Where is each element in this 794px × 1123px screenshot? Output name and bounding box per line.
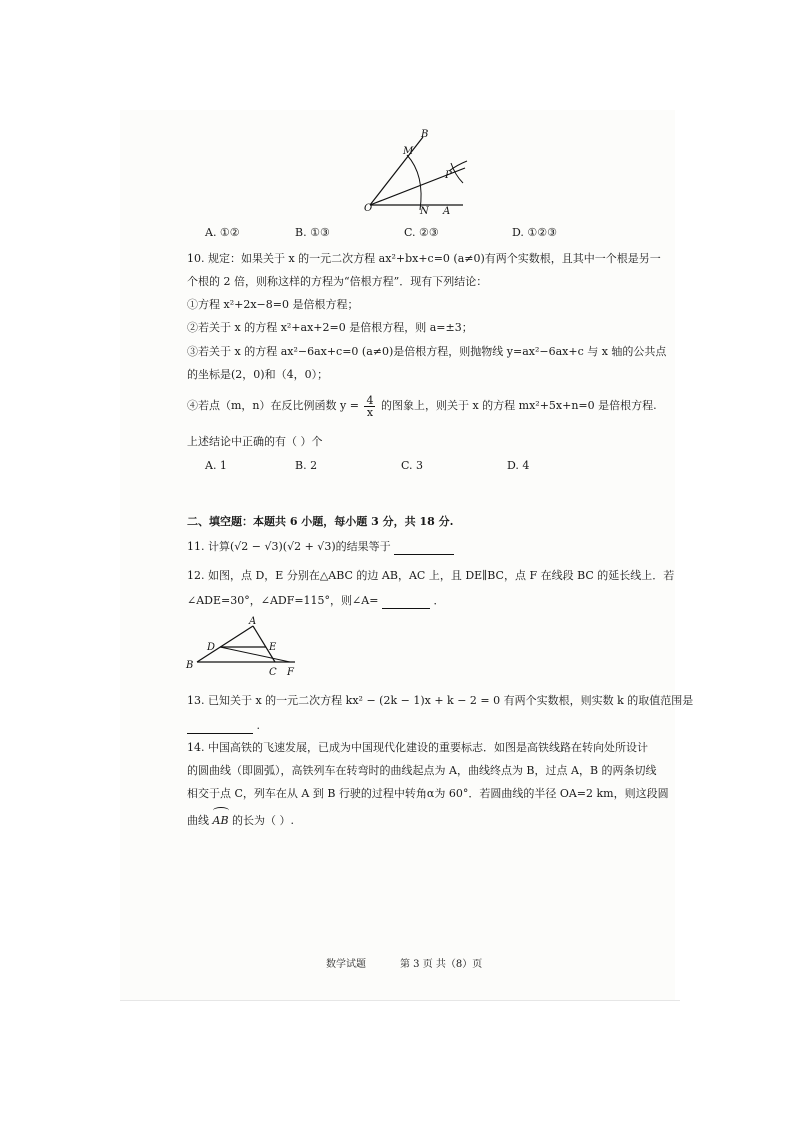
q12-triangle-figure: [183, 612, 303, 678]
q12-line2-end: ．: [433, 594, 445, 607]
q11-text: 11. 计算(√2 − √3)(√2 + √3)的结果等于: [187, 540, 391, 553]
arc-mn: [407, 155, 421, 210]
q10-statement-2: ②若关于 x 的方程 x²+ax+2=0 是倍根方程，则 a=±3；: [187, 321, 473, 334]
q10-option-b: B. 2: [295, 459, 318, 472]
q14-line2: 的圆曲线（即圆弧），高铁列车在转弯时的曲线起点为 A，曲线终点为 B，过点 A，B 的两条切线: [187, 764, 657, 777]
q13-line2: [187, 718, 260, 734]
q10-option-c: C. 3: [401, 459, 424, 472]
q14-line4: [187, 810, 294, 829]
label-p: P: [445, 170, 452, 181]
footer-page-number: 第 3 页 共（8）页: [400, 959, 483, 970]
q10-line2: 个根的 2 倍，则称这样的方程为“倍根方程”．现有下列结论：: [187, 275, 488, 288]
q9-option-d: D. ①②③: [512, 226, 558, 239]
q14-line3: 相交于点 C，列车在从 A 到 B 行驶的过程中转角α为 60°．若圆曲线的半径 OA=2 km，则这段圆: [187, 787, 669, 800]
q10-s4-post: 的图象上，则关于 x 的方程 mx²+5x+n=0 是倍根方程.: [380, 399, 657, 412]
q12-line2: [187, 593, 444, 609]
fraction-numerator: 4: [366, 393, 374, 407]
q9-option-c: C. ②③: [404, 226, 439, 239]
label-d: D: [207, 642, 216, 653]
side-ab: [197, 626, 253, 662]
q13-line2-end: .: [256, 719, 260, 732]
label-a: A: [249, 616, 257, 627]
section2-title: 二、填空题：本题共 6 小题，每小题 3 分，共 18 分.: [187, 515, 454, 528]
q10-statement-1: ①方程 x²+2x−8=0 是倍根方程；: [187, 298, 359, 311]
q9-option-a: A. ①②: [205, 226, 240, 239]
q10-line1: 10. 规定：如果关于 x 的一元二次方程 ax²+bx+c=0 (a≠0)有两个实数根，且其中一个根是另一: [187, 252, 661, 265]
label-e: E: [269, 642, 277, 653]
arc-mark: [213, 807, 229, 814]
footer-subject: 数学试题: [326, 959, 366, 970]
arc-ab-notation: [213, 810, 229, 829]
q10-statement-3a: ③若关于 x 的方程 ax²−6ax+c=0 (a≠0)是倍根方程，则抛物线 y=ax²−6ax+c 与 x 轴的公共点: [187, 345, 667, 358]
q13-line1: 13. 已知关于 x 的一元二次方程 kx² − (2k − 1)x + k − 2 = 0 有两个实数根，则实数 k 的取值范围是: [187, 694, 694, 707]
label-b: B: [186, 660, 194, 671]
q10-statement-3b: 的坐标是(2，0)和（4，0）；: [187, 368, 329, 381]
label-m: M: [403, 146, 414, 157]
label-n: N: [420, 206, 429, 217]
q14-line4-pre: 曲线: [187, 814, 209, 827]
fraction-denominator: x: [366, 405, 374, 419]
label-f: F: [287, 667, 294, 678]
q9-angle-bisector-figure: [355, 125, 495, 225]
segment-df: [220, 647, 290, 662]
q11: [187, 539, 454, 555]
label-a: A: [443, 206, 451, 217]
q10-statement-4: [187, 394, 657, 418]
q11-answer-blank[interactable]: [394, 542, 454, 555]
q10-option-d: D. 4: [507, 459, 530, 472]
q12-line2-text: ∠ADE=30°，∠ADF=115°，则∠A=: [187, 594, 379, 607]
paper-sheet: [120, 110, 675, 1000]
q10-question: 上述结论中正确的有（ ）个: [187, 435, 323, 448]
page-edge: [120, 1000, 680, 1001]
q12-answer-blank[interactable]: [382, 596, 430, 609]
q9-option-b: B. ①③: [295, 226, 330, 239]
label-o: O: [364, 203, 373, 214]
label-c: C: [269, 667, 277, 678]
arc-ab-label: AB: [212, 814, 229, 827]
q10-option-a: A. 1: [205, 459, 227, 472]
q14-line4-post: 的长为（ ）.: [232, 814, 295, 827]
q10-s4-pre: ④若点（m，n）在反比例函数 y =: [187, 399, 359, 412]
q13-answer-blank[interactable]: [187, 721, 253, 734]
q12-line1: 12. 如图，点 D，E 分别在△ABC 的边 AB，AC 上，且 DE∥BC，点 F 在线段 BC 的延长线上．若: [187, 569, 675, 582]
q14-line1: 14. 中国高铁的飞速发展，已成为中国现代化建设的重要标志．如图是高铁线路在转向处所设计: [187, 741, 648, 754]
label-b: B: [421, 129, 429, 140]
fraction-4-over-x: [364, 395, 375, 418]
